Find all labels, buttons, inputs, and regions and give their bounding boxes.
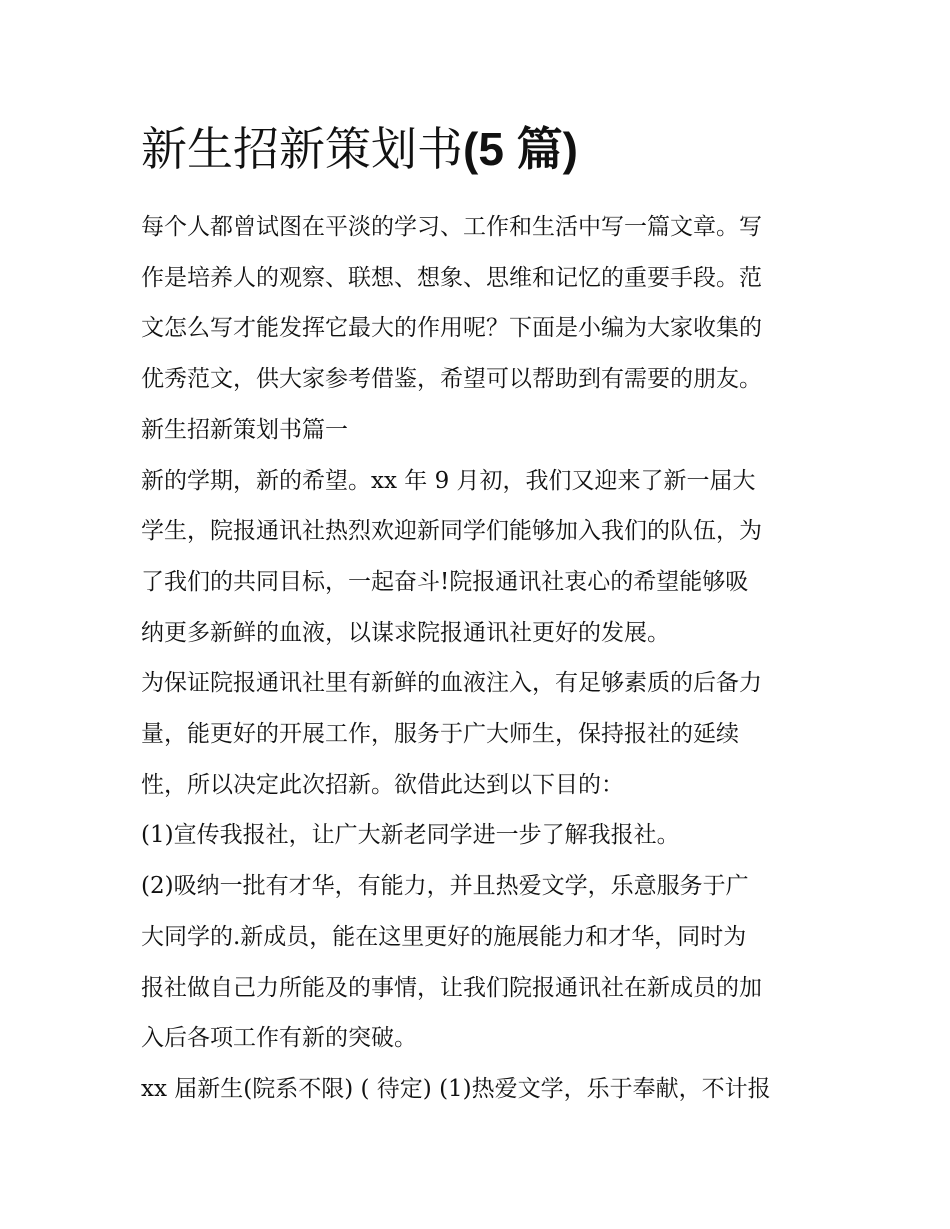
document-title: [141, 118, 821, 180]
text-line: 优秀范文，供大家参考借鉴，希望可以帮助到有需要的朋友。: [141, 366, 762, 393]
text-line: (1)宣传我报社，让广大新老同学进一步了解我报社。: [141, 822, 680, 849]
body-paragraph: [141, 658, 821, 810]
text-line: 纳更多新鲜的血液，以谋求院报通讯社更好的发展。: [141, 619, 670, 646]
text-line: 大同学的.新成员，能在这里更好的施展能力和才华，同时为: [141, 923, 747, 950]
text-line: 性，所以决定此次招新。欲借此达到以下目的：: [141, 771, 624, 798]
intro-paragraph: [141, 202, 821, 405]
body-paragraph: [141, 1064, 821, 1115]
title-text: 新生招新策划书: [141, 122, 463, 176]
text-line: 入后各项工作有新的突破。: [141, 1025, 417, 1052]
list-item-paragraph: [141, 861, 821, 1064]
list-item-paragraph: [141, 810, 821, 861]
text-line: 每个人都曾试图在平淡的学习、工作和生活中写一篇文章。写: [141, 214, 762, 240]
text-line: 作是培养人的观察、联想、想象、思维和记忆的重要手段。范: [141, 264, 762, 291]
body-paragraph: [141, 456, 821, 659]
document-body: [141, 118, 821, 1115]
text-line: 了我们的共同目标，一起奋斗!院报通讯社衷心的希望能够吸: [141, 568, 749, 595]
text-line: 新生招新策划书篇一: [141, 416, 348, 443]
section-heading: [141, 405, 821, 456]
text-line: (2)吸纳一批有才华，有能力，并且热爱文学，乐意服务于广: [141, 873, 749, 900]
text-line: 报社做自己力所能及的事情，让我们院报通讯社在新成员的加: [141, 974, 762, 1001]
text-line: 学生，院报通讯社热烈欢迎新同学们能够加入我们的队伍，为: [141, 518, 762, 545]
text-line: 为保证院报通讯社里有新鲜的血液注入，有足够素质的后备力: [141, 670, 762, 697]
text-line: xx 届新生(院系不限) ( 待定) (1)热爱文学，乐于奉献，不计报: [141, 1075, 771, 1102]
title-suffix: (5 篇): [463, 123, 578, 175]
text-line: 新的学期，新的希望。xx 年 9 月初，我们又迎来了新一届大: [141, 467, 756, 494]
text-line: 文怎么写才能发挥它最大的作用呢？下面是小编为大家收集的: [141, 315, 762, 342]
text-line: 量，能更好的开展工作，服务于广大师生，保持报社的延续: [141, 721, 739, 748]
